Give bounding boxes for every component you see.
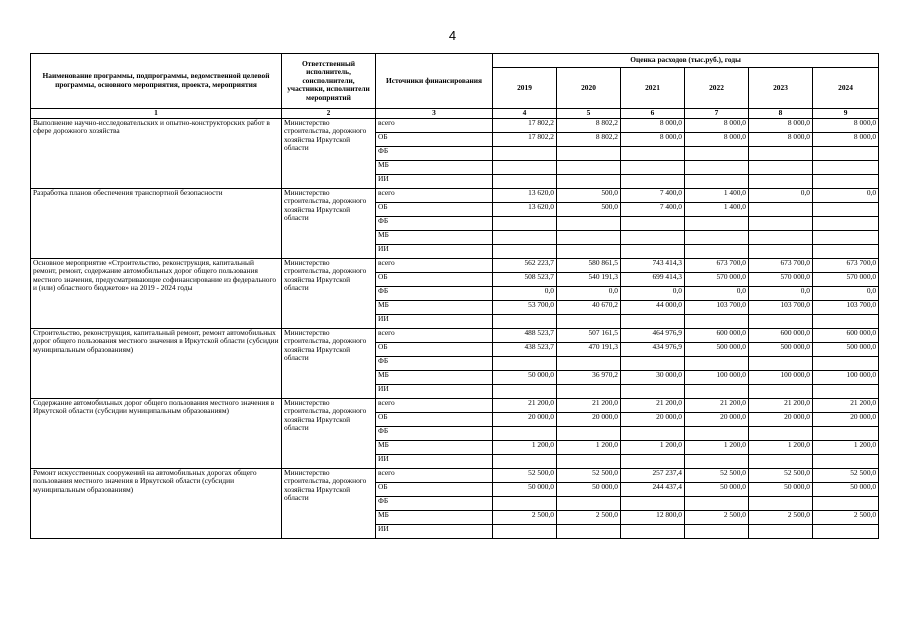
amount-cell (557, 426, 621, 440)
amount-cell (749, 384, 813, 398)
header-name: Наименование программы, подпрограммы, ведомственной целевой программы, основного мероприятия, проекта, мероприятия (31, 54, 282, 109)
amount-cell: 0,0 (557, 286, 621, 300)
funding-source: ОБ (376, 132, 493, 146)
amount-cell: 500,0 (557, 202, 621, 216)
amount-cell: 699 414,3 (621, 272, 685, 286)
amount-cell (621, 244, 685, 258)
amount-cell (557, 496, 621, 510)
amount-cell: 2 500,0 (493, 510, 557, 524)
funding-source: МБ (376, 370, 493, 384)
amount-cell (685, 496, 749, 510)
amount-cell: 20 000,0 (621, 412, 685, 426)
amount-cell: 257 237,4 (621, 468, 685, 482)
amount-cell: 570 000,0 (749, 272, 813, 286)
amount-cell (813, 202, 879, 216)
funding-source: всего (376, 118, 493, 132)
amount-cell: 8 000,0 (749, 118, 813, 132)
amount-cell (493, 160, 557, 174)
header-year: 2022 (685, 68, 749, 109)
amount-cell: 100 000,0 (813, 370, 879, 384)
amount-cell (621, 160, 685, 174)
funding-source: ОБ (376, 272, 493, 286)
amount-cell: 1 400,0 (685, 188, 749, 202)
amount-cell: 40 670,2 (557, 300, 621, 314)
amount-cell: 673 700,0 (813, 258, 879, 272)
measure-name: Строительство, реконструкция, капитальный ремонт, ремонт автомобильных дорог общего пользования местного значения в Иркутской области (субсидии муниципальным образованиям) (31, 328, 282, 398)
funding-source: МБ (376, 230, 493, 244)
amount-cell: 244 437,4 (621, 482, 685, 496)
amount-cell: 50 000,0 (749, 482, 813, 496)
amount-cell (621, 230, 685, 244)
budget-table (30, 53, 879, 539)
amount-cell: 570 000,0 (685, 272, 749, 286)
amount-cell (493, 384, 557, 398)
amount-cell: 21 200,0 (685, 398, 749, 412)
amount-cell: 0,0 (749, 286, 813, 300)
responsible-executor: Министерство строительства, дорожного хозяйства Иркутской области (282, 468, 376, 538)
amount-cell: 17 802,2 (493, 132, 557, 146)
responsible-executor: Министерство строительства, дорожного хозяйства Иркутской области (282, 398, 376, 468)
funding-source: МБ (376, 300, 493, 314)
amount-cell (813, 314, 879, 328)
amount-cell (621, 426, 685, 440)
funding-source: ФБ (376, 286, 493, 300)
amount-cell: 600 000,0 (813, 328, 879, 342)
funding-source: ИИ (376, 384, 493, 398)
amount-cell (685, 146, 749, 160)
header-responsible: Ответственный исполнитель, соисполнители, участники, исполнители мероприятий (282, 54, 376, 109)
responsible-executor: Министерство строительства, дорожного хозяйства Иркутской области (282, 118, 376, 188)
amount-cell: 580 861,5 (557, 258, 621, 272)
amount-cell (493, 426, 557, 440)
amount-cell: 100 000,0 (749, 370, 813, 384)
amount-cell: 50 000,0 (493, 370, 557, 384)
column-number: 1 (31, 109, 282, 119)
amount-cell: 103 700,0 (749, 300, 813, 314)
funding-source: ИИ (376, 174, 493, 188)
amount-cell: 673 700,0 (685, 258, 749, 272)
funding-source: всего (376, 398, 493, 412)
amount-cell: 53 700,0 (493, 300, 557, 314)
amount-cell: 21 200,0 (493, 398, 557, 412)
amount-cell (685, 356, 749, 370)
amount-cell: 2 500,0 (813, 510, 879, 524)
amount-cell: 20 000,0 (749, 412, 813, 426)
amount-cell: 52 500,0 (749, 468, 813, 482)
amount-cell: 470 191,3 (557, 342, 621, 356)
amount-cell: 20 000,0 (685, 412, 749, 426)
amount-cell: 20 000,0 (557, 412, 621, 426)
measure-name: Основное мероприятие «Строительство, реконструкция, капитальный ремонт, ремонт, содержание автомобильных дорог общего пользования местного значения, предусматривающие софинансирование из федерального и (или) областного бюджетов» на 2019 - 2024 годы (31, 258, 282, 328)
column-number: 3 (376, 109, 493, 119)
amount-cell (493, 216, 557, 230)
funding-source: ОБ (376, 412, 493, 426)
amount-cell: 8 000,0 (685, 118, 749, 132)
amount-cell: 488 523,7 (493, 328, 557, 342)
amount-cell: 13 620,0 (493, 202, 557, 216)
amount-cell (557, 174, 621, 188)
amount-cell (749, 230, 813, 244)
amount-cell: 0,0 (813, 286, 879, 300)
amount-cell: 434 976,9 (621, 342, 685, 356)
amount-cell (813, 454, 879, 468)
amount-cell (813, 146, 879, 160)
amount-cell (813, 384, 879, 398)
amount-cell: 30 000,0 (621, 370, 685, 384)
amount-cell (749, 160, 813, 174)
funding-source: всего (376, 258, 493, 272)
amount-cell: 1 200,0 (557, 440, 621, 454)
funding-source: ОБ (376, 342, 493, 356)
amount-cell (813, 216, 879, 230)
amount-cell: 1 400,0 (685, 202, 749, 216)
funding-source: ИИ (376, 244, 493, 258)
header-estimate: Оценка расходов (тыс.руб.), годы (493, 54, 879, 68)
amount-cell (749, 496, 813, 510)
amount-cell (493, 146, 557, 160)
amount-cell (621, 174, 685, 188)
column-number: 9 (813, 109, 879, 119)
amount-cell: 1 200,0 (685, 440, 749, 454)
amount-cell: 50 000,0 (557, 482, 621, 496)
table-row (31, 118, 879, 132)
amount-cell: 21 200,0 (621, 398, 685, 412)
funding-source: ФБ (376, 146, 493, 160)
amount-cell: 2 500,0 (749, 510, 813, 524)
amount-cell (749, 356, 813, 370)
amount-cell (557, 384, 621, 398)
amount-cell (621, 216, 685, 230)
amount-cell: 52 500,0 (557, 468, 621, 482)
amount-cell (813, 174, 879, 188)
header-year: 2019 (493, 68, 557, 109)
header-year: 2024 (813, 68, 879, 109)
amount-cell: 103 700,0 (813, 300, 879, 314)
amount-cell (685, 160, 749, 174)
amount-cell: 743 414,3 (621, 258, 685, 272)
amount-cell (813, 496, 879, 510)
table-row (31, 398, 879, 412)
amount-cell (813, 230, 879, 244)
funding-source: МБ (376, 510, 493, 524)
funding-source: ИИ (376, 524, 493, 538)
amount-cell: 500,0 (557, 188, 621, 202)
amount-cell (685, 216, 749, 230)
amount-cell (813, 524, 879, 538)
funding-source: ИИ (376, 314, 493, 328)
amount-cell: 8 000,0 (621, 132, 685, 146)
amount-cell (621, 384, 685, 398)
amount-cell: 508 523,7 (493, 272, 557, 286)
amount-cell: 1 200,0 (493, 440, 557, 454)
column-number: 6 (621, 109, 685, 119)
amount-cell (749, 244, 813, 258)
amount-cell (749, 174, 813, 188)
amount-cell (685, 244, 749, 258)
header-year: 2023 (749, 68, 813, 109)
amount-cell (685, 174, 749, 188)
responsible-executor: Министерство строительства, дорожного хозяйства Иркутской области (282, 258, 376, 328)
amount-cell: 500 000,0 (813, 342, 879, 356)
amount-cell (813, 244, 879, 258)
amount-cell: 8 000,0 (813, 118, 879, 132)
amount-cell (685, 426, 749, 440)
amount-cell (685, 524, 749, 538)
amount-cell: 0,0 (621, 286, 685, 300)
table-row (31, 468, 879, 482)
amount-cell: 50 000,0 (685, 482, 749, 496)
amount-cell: 0,0 (493, 286, 557, 300)
amount-cell (621, 356, 685, 370)
amount-cell (749, 314, 813, 328)
amount-cell (493, 454, 557, 468)
amount-cell: 600 000,0 (685, 328, 749, 342)
amount-cell (685, 384, 749, 398)
column-number: 4 (493, 109, 557, 119)
amount-cell (557, 314, 621, 328)
amount-cell (685, 314, 749, 328)
amount-cell: 20 000,0 (493, 412, 557, 426)
amount-cell (493, 314, 557, 328)
responsible-executor: Министерство строительства, дорожного хозяйства Иркутской области (282, 188, 376, 258)
amount-cell (749, 216, 813, 230)
amount-cell: 21 200,0 (749, 398, 813, 412)
amount-cell (621, 314, 685, 328)
amount-cell: 464 976,9 (621, 328, 685, 342)
funding-source: МБ (376, 440, 493, 454)
measure-name: Содержание автомобильных дорог общего пользования местного значения в Иркутской области (субсидии муниципальным образованиям) (31, 398, 282, 468)
amount-cell (749, 524, 813, 538)
amount-cell: 20 000,0 (813, 412, 879, 426)
amount-cell: 500 000,0 (749, 342, 813, 356)
amount-cell (557, 146, 621, 160)
table-row (31, 328, 879, 342)
amount-cell: 21 200,0 (813, 398, 879, 412)
page-number: 4 (448, 28, 457, 43)
amount-cell: 0,0 (749, 188, 813, 202)
responsible-executor: Министерство строительства, дорожного хозяйства Иркутской области (282, 328, 376, 398)
amount-cell: 8 000,0 (749, 132, 813, 146)
funding-source: ФБ (376, 356, 493, 370)
amount-cell (749, 146, 813, 160)
amount-cell: 100 000,0 (685, 370, 749, 384)
amount-cell: 13 620,0 (493, 188, 557, 202)
amount-cell: 17 802,2 (493, 118, 557, 132)
header-year: 2021 (621, 68, 685, 109)
funding-source: ОБ (376, 202, 493, 216)
funding-source: ИИ (376, 454, 493, 468)
amount-cell: 7 400,0 (621, 188, 685, 202)
amount-cell (557, 230, 621, 244)
amount-cell (557, 244, 621, 258)
amount-cell: 8 000,0 (621, 118, 685, 132)
amount-cell: 50 000,0 (493, 482, 557, 496)
amount-cell (557, 356, 621, 370)
funding-source: ФБ (376, 426, 493, 440)
funding-source: всего (376, 188, 493, 202)
amount-cell (557, 160, 621, 174)
amount-cell: 8 802,2 (557, 118, 621, 132)
amount-cell (685, 230, 749, 244)
amount-cell: 8 000,0 (813, 132, 879, 146)
funding-source: ФБ (376, 496, 493, 510)
amount-cell: 438 523,7 (493, 342, 557, 356)
amount-cell: 600 000,0 (749, 328, 813, 342)
table-row (31, 188, 879, 202)
measure-name: Выполнение научно-исследовательских и опытно-конструкторских работ в сфере дорожного хозяйства (31, 118, 282, 188)
amount-cell: 673 700,0 (749, 258, 813, 272)
amount-cell: 507 161,5 (557, 328, 621, 342)
amount-cell (557, 454, 621, 468)
column-number: 7 (685, 109, 749, 119)
amount-cell: 0,0 (685, 286, 749, 300)
amount-cell: 50 000,0 (813, 482, 879, 496)
amount-cell: 1 200,0 (749, 440, 813, 454)
amount-cell: 570 000,0 (813, 272, 879, 286)
amount-cell: 540 191,3 (557, 272, 621, 286)
amount-cell: 1 200,0 (813, 440, 879, 454)
funding-source: ФБ (376, 216, 493, 230)
amount-cell: 7 400,0 (621, 202, 685, 216)
column-number: 2 (282, 109, 376, 119)
amount-cell: 8 000,0 (685, 132, 749, 146)
amount-cell (749, 202, 813, 216)
funding-source: МБ (376, 160, 493, 174)
amount-cell (749, 426, 813, 440)
amount-cell: 52 500,0 (493, 468, 557, 482)
amount-cell (493, 174, 557, 188)
amount-cell (493, 244, 557, 258)
amount-cell: 2 500,0 (557, 510, 621, 524)
amount-cell: 36 970,2 (557, 370, 621, 384)
amount-cell (493, 496, 557, 510)
amount-cell (813, 160, 879, 174)
amount-cell (493, 356, 557, 370)
amount-cell (557, 524, 621, 538)
table-row (31, 258, 879, 272)
amount-cell: 500 000,0 (685, 342, 749, 356)
funding-source: ОБ (376, 482, 493, 496)
amount-cell: 52 500,0 (685, 468, 749, 482)
amount-cell: 12 800,0 (621, 510, 685, 524)
amount-cell (749, 454, 813, 468)
amount-cell: 2 500,0 (685, 510, 749, 524)
amount-cell: 21 200,0 (557, 398, 621, 412)
amount-cell (621, 496, 685, 510)
column-number: 8 (749, 109, 813, 119)
funding-source: всего (376, 468, 493, 482)
amount-cell (557, 216, 621, 230)
amount-cell (621, 146, 685, 160)
amount-cell (621, 454, 685, 468)
funding-source: всего (376, 328, 493, 342)
amount-cell: 8 802,2 (557, 132, 621, 146)
amount-cell (493, 524, 557, 538)
amount-cell (621, 524, 685, 538)
amount-cell (813, 426, 879, 440)
column-number: 5 (557, 109, 621, 119)
header-year: 2020 (557, 68, 621, 109)
amount-cell (493, 230, 557, 244)
header-sources: Источники финансирования (376, 54, 493, 109)
amount-cell: 0,0 (813, 188, 879, 202)
amount-cell: 44 000,0 (621, 300, 685, 314)
amount-cell: 103 700,0 (685, 300, 749, 314)
amount-cell: 52 500,0 (813, 468, 879, 482)
measure-name: Ремонт искусственных сооружений на автомобильных дорогах общего пользования местного значения в Иркутской области (субсидии муниципальным образованиям) (31, 468, 282, 538)
amount-cell (685, 454, 749, 468)
amount-cell: 1 200,0 (621, 440, 685, 454)
measure-name: Разработка планов обеспечения транспортной безопасности (31, 188, 282, 258)
amount-cell (813, 356, 879, 370)
amount-cell: 562 223,7 (493, 258, 557, 272)
